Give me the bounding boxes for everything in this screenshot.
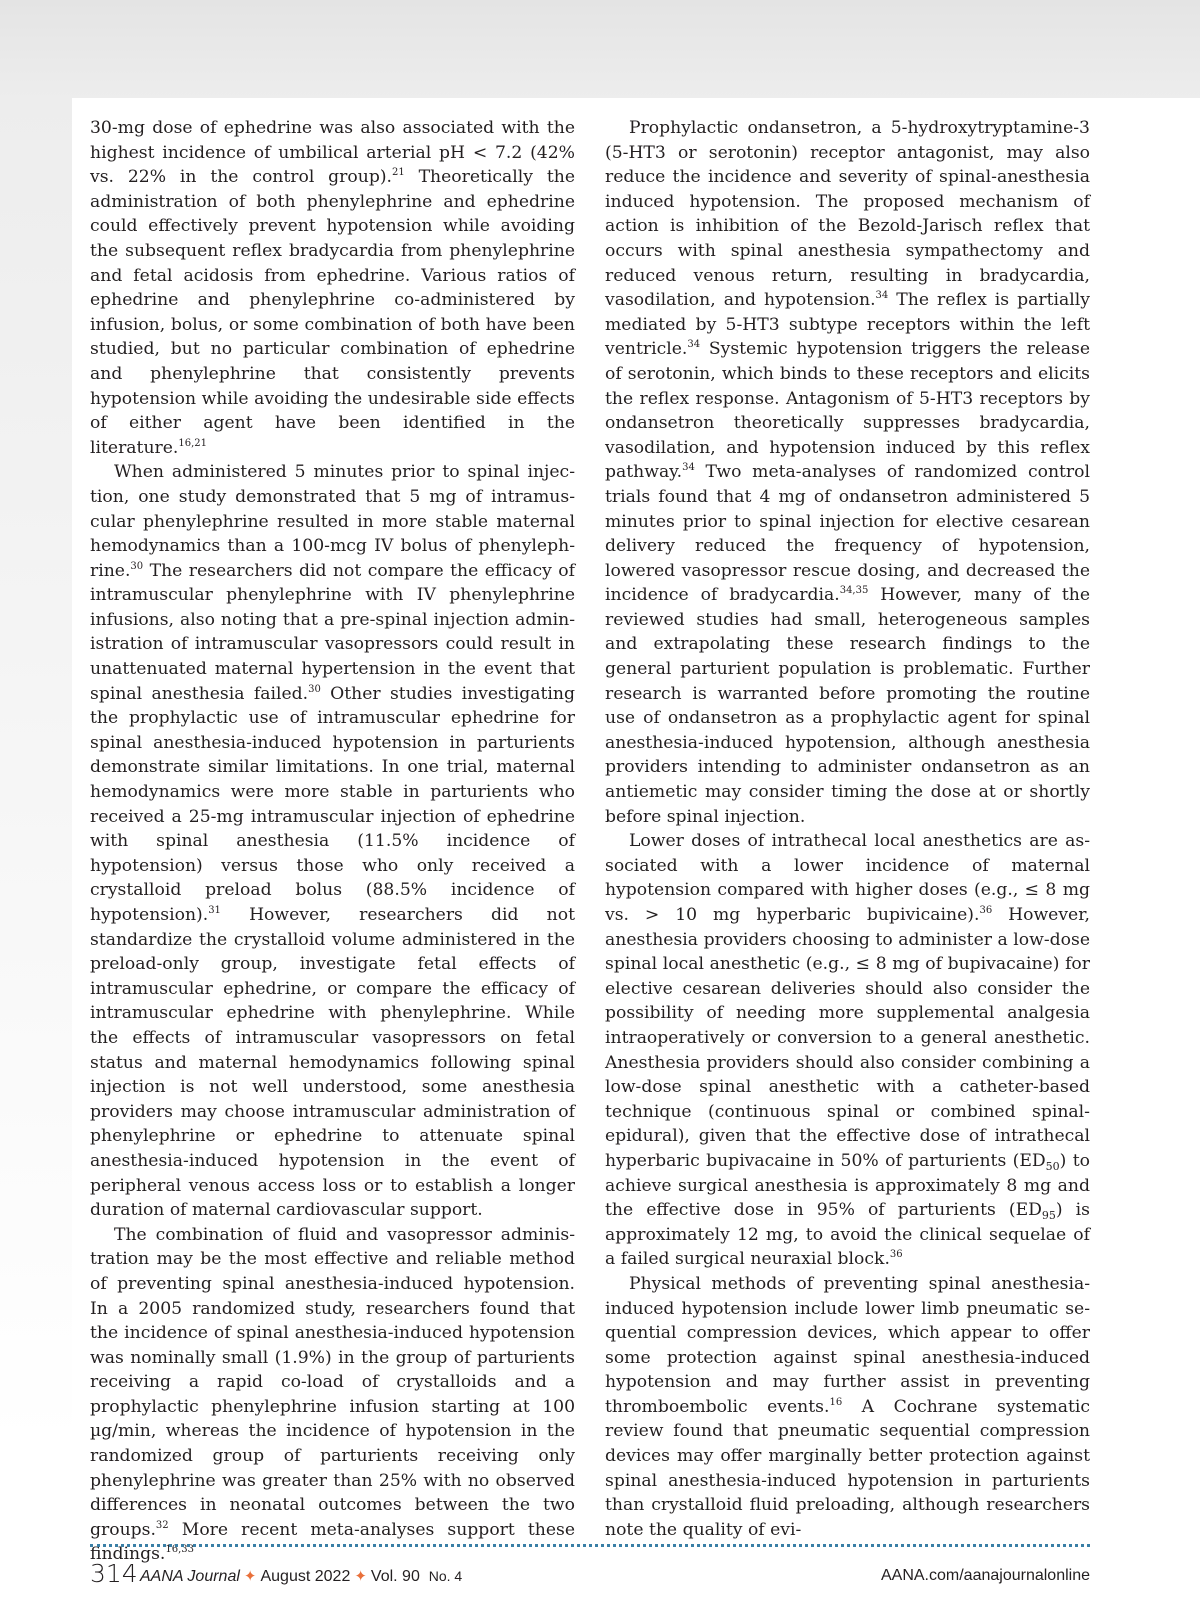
paragraph-text: ) to achieve surgical anesthesia is approximately 8 mg and the effective dose in 95% of parturients (ED xyxy=(605,1150,1090,1221)
website-link[interactable]: AANA.com/aanajournalonline xyxy=(880,1567,1090,1584)
paragraph-text: However, anesthesia providers choosing to administer a low-dose spinal local anesthetic (e.g., ≤ 8 mg of bupivacaine) for elective cesarean deliveries should also consider the possibility of needing more supplemental analgesia intraoperatively or conversion to a general anesthetic. Anesthesia providers should also consider combining a low-dose spinal anesthetic with a catheter-based technique (continuous spinal or combined spinal-epidural), given that the effective dose of intrathecal hyperbaric bupivacaine in 50% of parturients (ED xyxy=(605,905,1090,1171)
paragraph xyxy=(90,460,575,1222)
paragraph xyxy=(605,1272,1090,1543)
reference-citation: 30 xyxy=(308,683,321,695)
journal-name: AANA Journal xyxy=(140,1568,240,1585)
reference-citation: 16 xyxy=(829,1396,843,1408)
subscript: 50 xyxy=(1045,1159,1060,1173)
paragraph xyxy=(605,116,1090,829)
reference-citation: 31 xyxy=(208,905,221,916)
right-column xyxy=(605,116,1090,1542)
reference-citation: 16,21 xyxy=(178,437,208,449)
reference-citation: 36 xyxy=(979,905,993,916)
reference-citation: 36 xyxy=(889,1249,903,1261)
diamond-icon: ✦ xyxy=(354,1568,367,1585)
reference-citation: 34 xyxy=(875,290,889,302)
paragraph-text: The reflex is partially mediated by 5-HT3 subtype receptors within the left ventricle. xyxy=(605,290,1090,360)
footer-divider xyxy=(90,1544,1090,1547)
reference-citation: 32 xyxy=(155,1519,169,1531)
paragraph xyxy=(90,1223,575,1567)
reference-citation: 30 xyxy=(130,560,144,572)
left-column xyxy=(90,116,575,1567)
page-number: 314 xyxy=(90,1559,138,1588)
volume: Vol. 90 xyxy=(370,1568,420,1585)
paragraph xyxy=(90,116,575,460)
subscript: 95 xyxy=(1041,1209,1056,1223)
paragraph-text: When administered 5 minutes prior to spinal injection, one study demonstrated that 5 mg of intramuscular phenylephrine resulted in more stable maternal hemodynamics than a 100-mcg IV bolus of phenylephrine. xyxy=(90,462,575,581)
issue-date: August 2022 xyxy=(260,1568,351,1585)
paragraph-text: Prophylactic ondansetron, a 5-hydroxytryptamine-3 (5-HT3 or serotonin) receptor antagonist, may also reduce the incidence and severity of spinal-anesthesia induced hypotension. The proposed mechanism of action is inhibition of the Bezold-Jarisch reflex that occurs with spinal anesthesia sympathectomy and reduced venous return, resulting in bradycardia, vasodilation, and hypotension. xyxy=(605,118,1090,311)
journal-citation xyxy=(140,1565,462,1588)
reference-citation: 16,33 xyxy=(165,1544,195,1556)
diamond-icon: ✦ xyxy=(243,1568,257,1585)
paragraph-text: 30-mg dose of ephedrine was also associated with the highest incidence of umbilical arterial pH < 7.2 (42% vs. 22% in the control group). xyxy=(90,118,575,188)
header-band xyxy=(0,0,1200,98)
paragraph-text: However, many of the reviewed studies had small, heterogeneous samples and extrapolating these research findings to the general parturient population is problematic. Further research is warranted before promoting the routine use of ondansetron as a prophylactic agent for spinal anesthesia-induced hypotension, although anesthesia providers intending to administer ondansetron as an antiemetic may consider timing the dose at or shortly before spinal injection. xyxy=(605,585,1090,827)
paragraph-text: Lower doses of intrathecal local anesthetics are associated with a lower incidence of maternal hypotension compared with higher doses (e.g., ≤ 8 mg vs. > 10 mg hyperbaric bupivicaine). xyxy=(605,831,1090,925)
paragraph-text: The researchers did not compare the efficacy of intramuscular phenylephrine with IV phenylephrine infusions, also noting that a pre-spinal injection administration of intramuscular vasopressors could result in unattenuated maternal hypertension in the event that spinal anesthesia failed. xyxy=(90,560,575,704)
paragraph-text: More recent meta-analyses support these findings. xyxy=(90,1519,575,1565)
reference-citation: 34 xyxy=(682,462,695,474)
reference-citation: 21 xyxy=(392,167,405,179)
paragraph-text: Other studies investigating the prophylactic use of intramuscular ephedrine for spinal anesthesia-induced hypotension in parturients demonstrate similar limitations. In one trial, maternal hemodynamics were more stable in parturients who received a 25-mg intramuscular injection of ephedrine with spinal anesthesia (11.5% incidence of hypotension) versus those who only received a crystalloid preload bolus (88.5% incidence of hypotension). xyxy=(90,683,576,925)
paragraph-text: Physical methods of preventing spinal anesthesia-induced hypotension include lower limb pneumatic sequential compression devices, which appear to offer some protection against spinal anesthesia-induced hypotension and may further assist in preventing thromboembolic events. xyxy=(605,1273,1090,1417)
paragraph-text: Theoretically the administration of both phenylephrine and ephedrine could effectively prevent hypotension while avoiding the subsequent reflex bradycardia from phenylephrine and fetal acidosis from ephedrine. Various ratios of ephedrine and phenylephrine co-administered by infusion, bolus, or some combination of both have been studied, but no particular combination of ephedrine and phenylephrine that consistently prevents hypotension while avoiding the undesirable side effects of either agent have been identified in the literature. xyxy=(90,167,576,458)
paragraph-text: Two meta-analyses of randomized control trials found that 4 mg of ondansetron administered 5 minutes prior to spinal injection for elective cesarean delivery reduced the frequency of hypotension, lowered vasopressor rescue dosing, and decreased the incidence of bradycardia. xyxy=(605,462,1090,606)
paragraph-text: The combination of fluid and vasopressor administration may be the most effective and reliable method of preventing spinal anesthesia-induced hypotension. In a 2005 randomized study, researchers found that the incidence of spinal anesthesia-induced hypotension was nominally small (1.9%) in the group of parturients receiving a rapid co-load of crystalloids and a prophylactic phenylephrine infusion starting at 100 µg/min, whereas the incidence of hypotension in the randomized group of parturients receiving only phenylephrine was greater than 25% with no observed differences in neonatal outcomes between the two groups. xyxy=(90,1224,575,1540)
margin-band xyxy=(0,98,72,1448)
reference-citation: 34,35 xyxy=(839,585,869,597)
paragraph-text: However, researchers did not standardize the crystalloid volume administered in the preload-only group, investigate fetal effects of intramuscular ephedrine, or compare the efficacy of intramuscular ephedrine with phenylephrine. While the effects of intramuscular vasopressors on fetal status and maternal hemodynamics following spinal injection is not well understood, some anesthesia providers may choose intramuscular administration of phenylephrine or ephedrine to attenuate spinal anesthesia-induced hypotension in the event of peripheral venous access loss or to establish a longer duration of maternal cardiovascular support. xyxy=(90,905,575,1221)
reference-citation: 34 xyxy=(687,339,701,351)
paragraph xyxy=(605,829,1090,1272)
paragraph-text: ) is approximately 12 mg, to avoid the clinical sequelae of a failed surgical neuraxial block. xyxy=(605,1200,1090,1270)
issue-number: No. 4 xyxy=(428,1568,463,1584)
paragraph-text: Systemic hypotension triggers the release of serotonin, which binds to these receptors and elicits the reflex response. Antagonism of 5-HT3 receptors by ondansetron theoretically suppresses bradycardia, vasodilation, and hypotension induced by this reflex pathway. xyxy=(605,339,1090,483)
page-footer xyxy=(90,1559,1090,1595)
paragraph-text: A Cochrane systematic review found that pneumatic sequential compression devices may offer marginally better protection against spinal anesthesia-induced hypotension in parturients than crystalloid fluid preloading, although researchers note the quality of evi- xyxy=(605,1396,1090,1540)
